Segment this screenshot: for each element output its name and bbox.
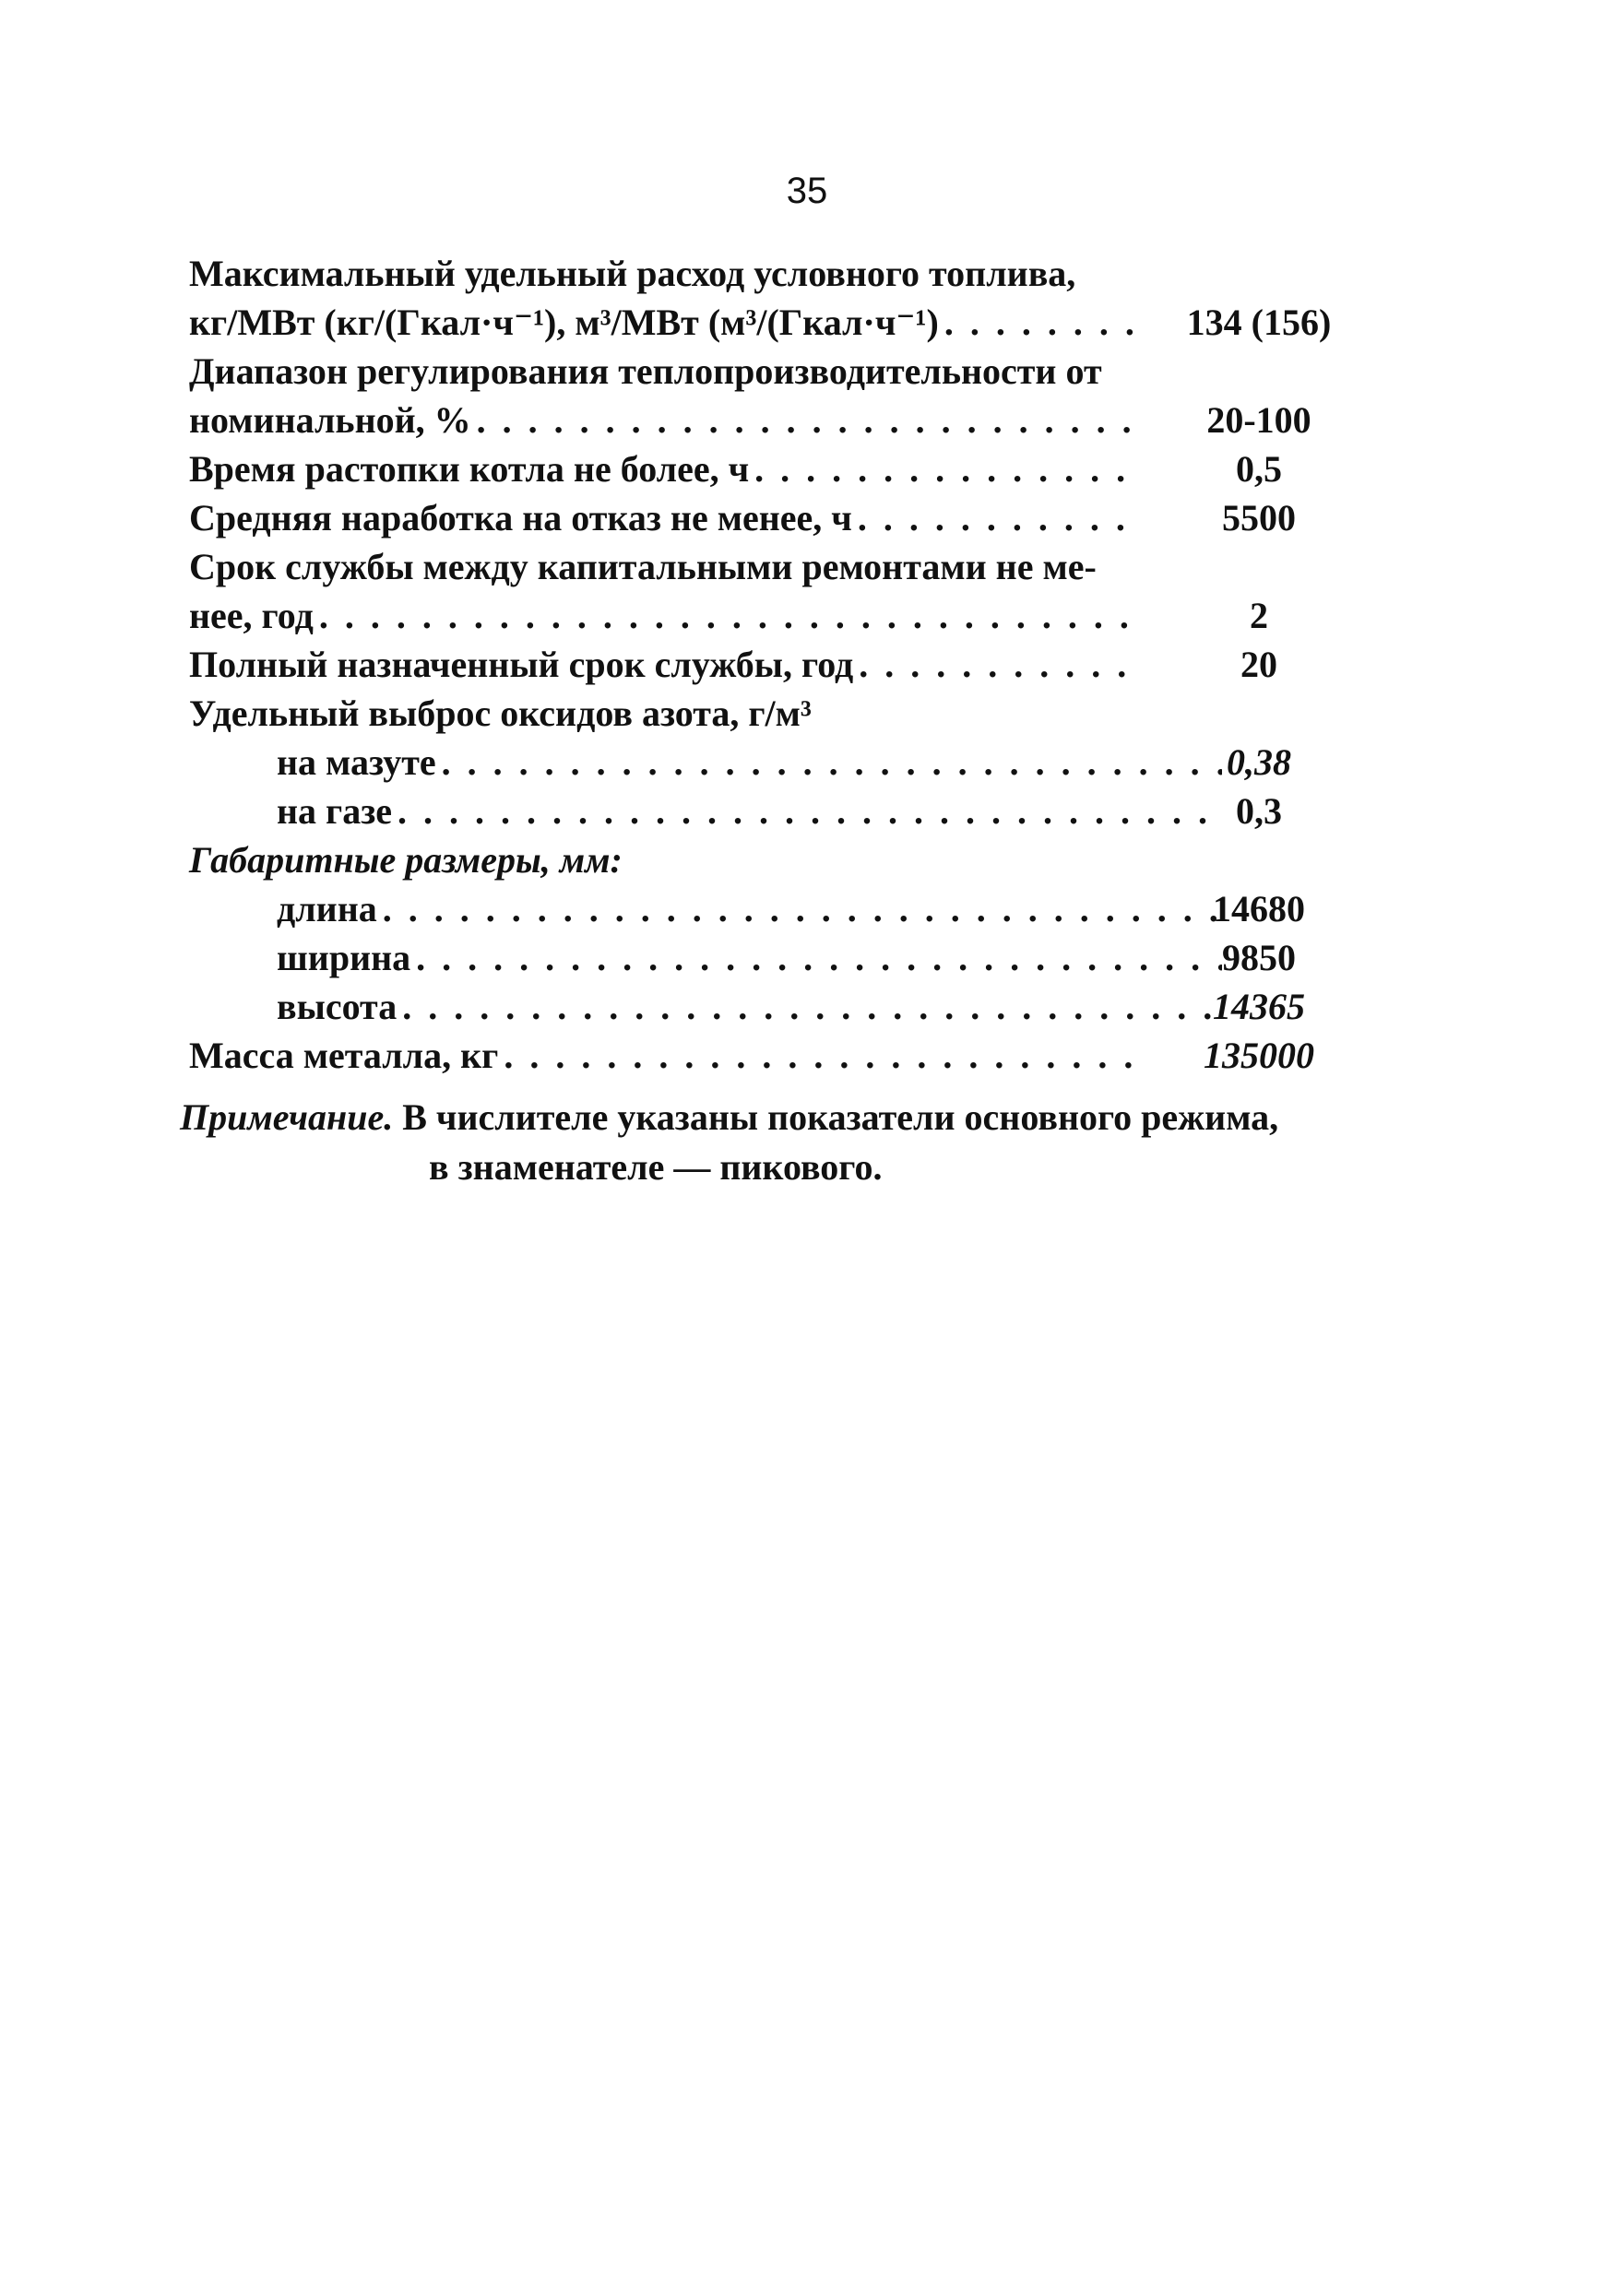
spec-row-length xyxy=(189,884,1351,933)
dot-leader xyxy=(944,298,1134,347)
spec-value: 135000 xyxy=(1204,1035,1314,1076)
note-text-line1: В числителе указаны показатели основного режима, xyxy=(402,1096,1279,1138)
note-block xyxy=(180,1093,1379,1192)
spec-row-overhaul-life xyxy=(189,542,1351,640)
dot-leader xyxy=(504,1031,1134,1080)
spec-row-nox-fuel-oil xyxy=(189,738,1351,787)
spec-row-height xyxy=(189,982,1351,1031)
dot-leader xyxy=(383,884,1222,933)
spec-label-line: нее, год xyxy=(189,595,314,636)
spec-label-line: Срок службы между капитальными ремонтами не ме- xyxy=(189,546,1097,587)
spec-value: 5500 xyxy=(1222,497,1296,538)
spec-label-line: ширина xyxy=(277,937,411,978)
page-number: 35 xyxy=(786,171,828,211)
spec-value: 20-100 xyxy=(1206,399,1311,441)
dot-leader xyxy=(858,493,1134,542)
spec-value: 134 (156) xyxy=(1186,302,1332,343)
spec-label-line: Масса металла, кг xyxy=(189,1035,499,1076)
spec-value: 14680 xyxy=(1213,888,1305,929)
spec-value: 9850 xyxy=(1222,937,1296,978)
dot-leader xyxy=(754,444,1134,493)
specification-list xyxy=(189,249,1351,1080)
spec-row-mass xyxy=(189,1031,1351,1080)
dimensions-heading: Габаритные размеры, мм: xyxy=(189,839,623,881)
spec-row-full-life xyxy=(189,640,1351,689)
note-text-line2: в знаменателе — пикового. xyxy=(429,1146,883,1188)
dot-leader xyxy=(416,933,1222,982)
spec-label-line: высота xyxy=(277,986,398,1027)
spec-value: 2 xyxy=(1250,595,1268,636)
nox-heading: Удельный выброс оксидов азота, г/м³ xyxy=(189,692,812,734)
spec-value: 0,5 xyxy=(1236,448,1282,490)
dot-leader xyxy=(442,738,1222,787)
spec-label-line: на газе xyxy=(277,790,393,832)
spec-row-nox-gas xyxy=(189,787,1351,835)
dot-leader xyxy=(402,982,1222,1031)
spec-row-max-fuel xyxy=(189,249,1351,347)
spec-value: 0,3 xyxy=(1236,790,1282,832)
spec-value: 14365 xyxy=(1213,986,1305,1027)
nox-heading-row xyxy=(189,689,1351,738)
spec-label-line: Максимальный удельный расход условного топлива, xyxy=(189,253,1076,294)
dimensions-heading-row xyxy=(189,835,1351,884)
dot-leader xyxy=(477,396,1134,444)
spec-label-line: длина xyxy=(277,888,377,929)
spec-row-mtbf xyxy=(189,493,1351,542)
spec-value: 0,38 xyxy=(1227,741,1291,783)
spec-value: 20 xyxy=(1240,644,1277,685)
dot-leader xyxy=(319,591,1134,640)
dot-leader xyxy=(859,640,1134,689)
spec-label-line: на мазуте xyxy=(277,741,436,783)
spec-row-width xyxy=(189,933,1351,982)
spec-label-line: номинальной, % xyxy=(189,399,471,441)
spec-label-line: Диапазон регулирования теплопроизводительности от xyxy=(189,350,1102,392)
spec-row-startup-time xyxy=(189,444,1351,493)
spec-row-regulation-range xyxy=(189,347,1351,444)
spec-label-line: Время растопки котла не более, ч xyxy=(189,448,750,490)
spec-label-line: Полный назначенный срок службы, год xyxy=(189,644,854,685)
note-label: Примечание. xyxy=(180,1096,394,1138)
spec-label-line: Средняя наработка на отказ не менее, ч xyxy=(189,497,852,538)
spec-label-line: кг/МВт (кг/(Гкал·ч⁻¹), м³/МВт (м³/(Гкал·ч⁻¹) xyxy=(189,302,939,343)
dot-leader xyxy=(398,787,1222,835)
